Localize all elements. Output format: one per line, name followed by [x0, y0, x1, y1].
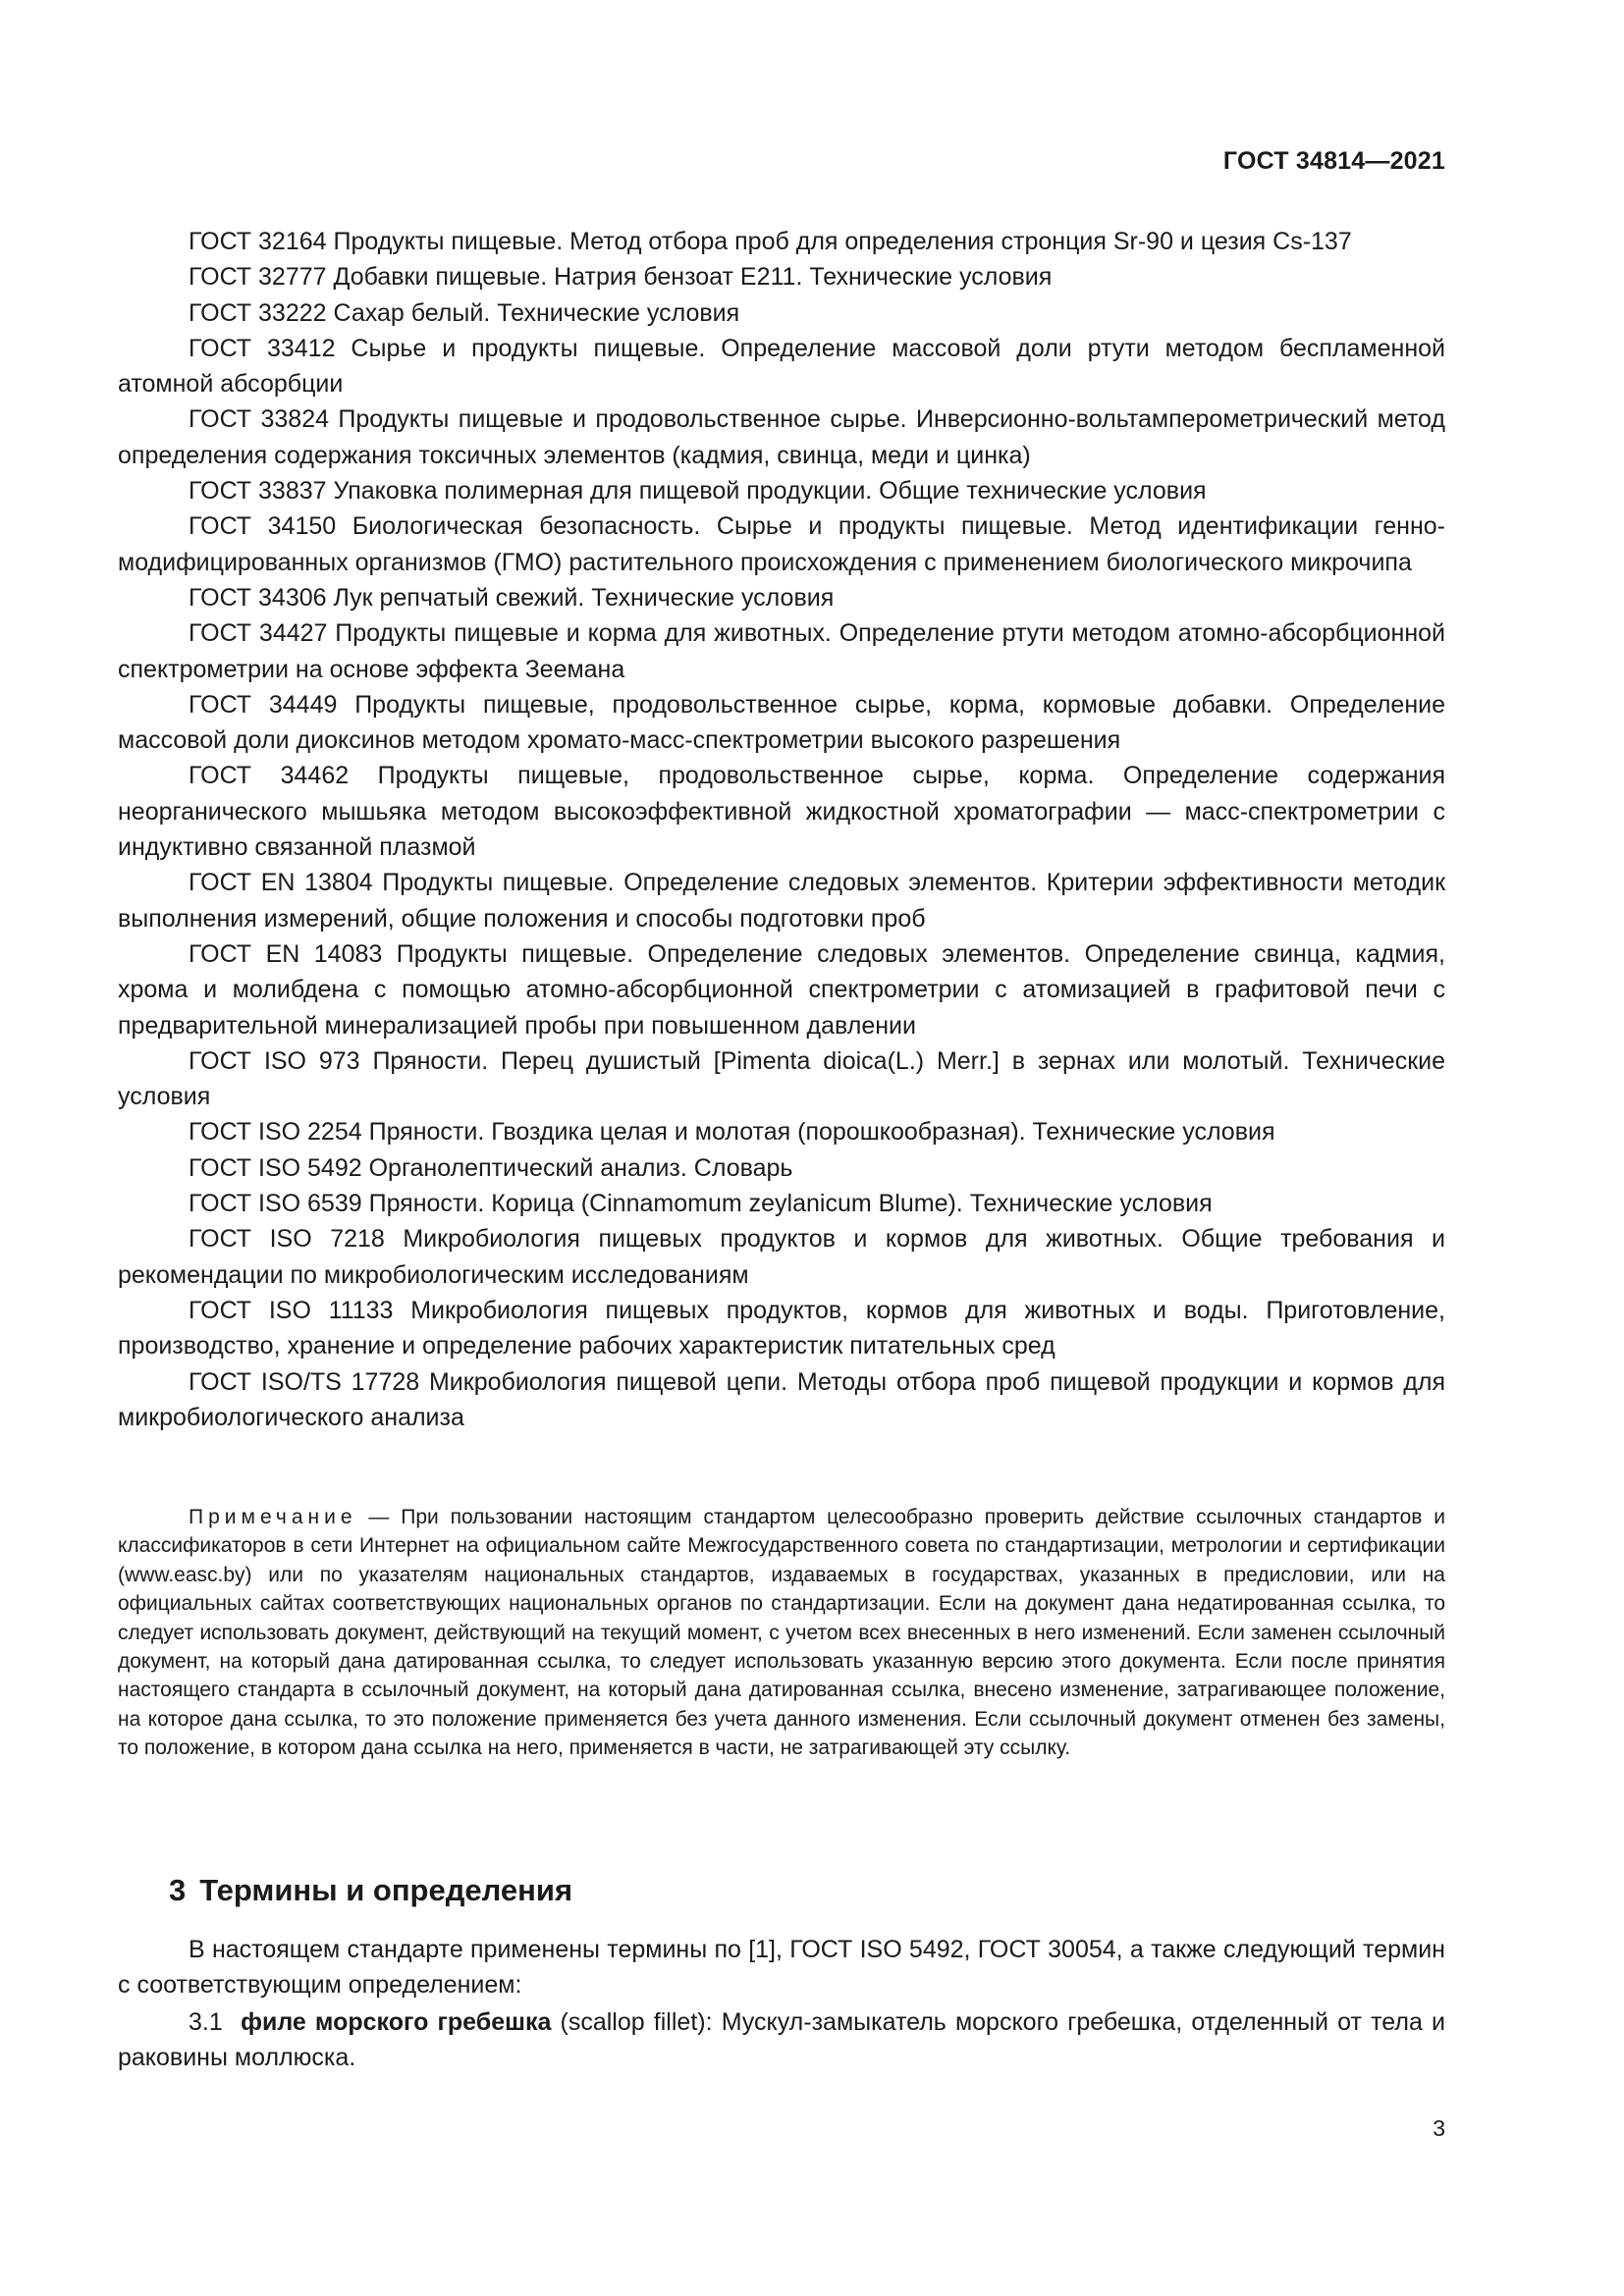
- term-definition-text: (scallop fillet): Мускул-замыкатель морского гребешка, отделенный от тела и раковины моллюска.: [118, 2008, 1445, 2072]
- reference-item: ГОСТ ISO 5492 Органолептический анализ. Словарь: [189, 1153, 793, 1182]
- term-name: филе морского гребешка: [241, 2008, 552, 2036]
- reference-item: ГОСТ 34462 Продукты пищевые, продовольственное сырье, корма. Определение содержания неорганического мышьяка методом высокоэффективной жидкостной хроматографии — масс-спектрометрии с индуктивно связанной плазмой: [118, 762, 1445, 862]
- reference-item: ГОСТ ISO/TS 17728 Микробиология пищевой цепи. Методы отбора проб пищевой продукции и кормов для микробиологического анализа: [118, 1367, 1445, 1431]
- reference-item: ГОСТ ISO 973 Пряности. Перец душистый [Pimenta dioica(L.) Merr.] в зернах или молотый. Технические условия: [118, 1046, 1445, 1111]
- reference-item: ГОСТ ISO 7218 Микробиология пищевых продуктов и кормов для животных. Общие требования и рекомендации по микробиологическим исследованиям: [118, 1225, 1445, 1289]
- reference-item: ГОСТ ISO 2254 Пряности. Гвоздика целая и молотая (порошкообразная). Технические условия: [189, 1118, 1275, 1147]
- reference-item: ГОСТ ISO 11133 Микробиология пищевых продуктов, кормов для животных и воды. Приготовление, производство, хранение и определение рабочих характеристик питательных сред: [118, 1296, 1445, 1361]
- reference-item: ГОСТ 34150 Биологическая безопасность. Сырье и продукты пищевые. Метод идентификации генно-модифицированных организмов (ГМО) растительного происхождения с применением биологического микрочипа: [118, 512, 1445, 576]
- reference-item: ГОСТ 34306 Лук репчатый свежий. Технические условия: [189, 583, 835, 612]
- page-number: 3: [1433, 2115, 1445, 2141]
- note-text: — При пользовании настоящим стандартом целесообразно проверить действие ссылочных стандартов и классификаторов в сети Интернет на официальном сайте Межгосударственного совета по стандартизации, метрологии и сертификации (www.easc.by) или по указателям национальных стандартов, издаваемых в государствах, указанных в предисловии, или на официальных сайтах соответствующих национальных органов по стандартизации. Если на документ дана недатированная ссылка, то следует использовать документ, действующий на текущий момент, с учетом всех внесенных в него изменений. Если заменен ссылочный документ, на который дана датированная ссылка, то следует использовать указанную версию этого документа. Если после принятия настоящего стандарта в ссылочный документ, на который дана датированная ссылка, внесено изменение, затрагивающее положение, на которое дана ссылка, то это положение применяется без учета данного изменения. Если ссылочный документ отменен без замены, то положение, в котором дана ссылка на него, применяется в части, не затрагивающей эту ссылку.: [118, 1506, 1445, 1760]
- section-title-text: Термины и определения: [199, 1873, 573, 1907]
- reference-item: ГОСТ EN 14083 Продукты пищевые. Определение следовых элементов. Определение свинца, кадмия, хрома и молибдена с помощью атомно-абсорбционной спектрометрии с атомизацией в графитовой печи с предварительной минерализацией пробы при повышенном давлении: [118, 939, 1445, 1040]
- reference-item: ГОСТ 33222 Сахар белый. Технические условия: [189, 298, 740, 327]
- reference-item: ГОСТ 34427 Продукты пищевые и корма для животных. Определение ртути методом атомно-абсорбционной спектрометрии на основе эффекта Зеемана: [118, 619, 1445, 683]
- term-definition: [118, 2004, 1445, 2076]
- reference-item: ГОСТ 32164 Продукты пищевые. Метод отбора проб для определения стронция Sr-90 и цезия Cs-137: [189, 228, 1352, 255]
- term-number: 3.1: [189, 2008, 223, 2036]
- section-number: 3: [169, 1873, 187, 1907]
- note-paragraph: [118, 1503, 1445, 1763]
- reference-item: ГОСТ 33824 Продукты пищевые и продовольственное сырье. Инверсионно-вольтамперометрический метод определения содержания токсичных элементов (кадмия, свинца, меди и цинка): [118, 405, 1445, 469]
- section-heading: [169, 1873, 572, 1908]
- reference-item: ГОСТ 34449 Продукты пищевые, продовольственное сырье, корма, кормовые добавки. Определение массовой доли диоксинов методом хромато-масс-спектрометрии высокого разрешения: [118, 690, 1445, 755]
- reference-item: ГОСТ 33412 Сырье и продукты пищевые. Определение массовой доли ртути методом беспламенной атомной абсорбции: [118, 334, 1445, 399]
- document-code-header: ГОСТ 34814—2021: [1222, 147, 1445, 175]
- section-intro: В настоящем стандарте применены термины по [1], ГОСТ ISO 5492, ГОСТ 30054, а также следующий термин с соответствующим определением:: [118, 1936, 1445, 2000]
- reference-item: ГОСТ EN 13804 Продукты пищевые. Определение следовых элементов. Критерии эффективности методик выполнения измерений, общие положения и способы подготовки проб: [118, 869, 1445, 933]
- note-label: Примечание: [189, 1506, 357, 1528]
- reference-item: ГОСТ ISO 6539 Пряности. Корица (Cinnamomum zeylanicum Blume). Технические условия: [189, 1190, 1213, 1218]
- normative-references-list: [118, 224, 1445, 1435]
- reference-item: ГОСТ 32777 Добавки пищевые. Натрия бензоат E211. Технические условия: [189, 263, 1053, 292]
- reference-item: ГОСТ 33837 Упаковка полимерная для пищевой продукции. Общие технические условия: [189, 477, 1207, 506]
